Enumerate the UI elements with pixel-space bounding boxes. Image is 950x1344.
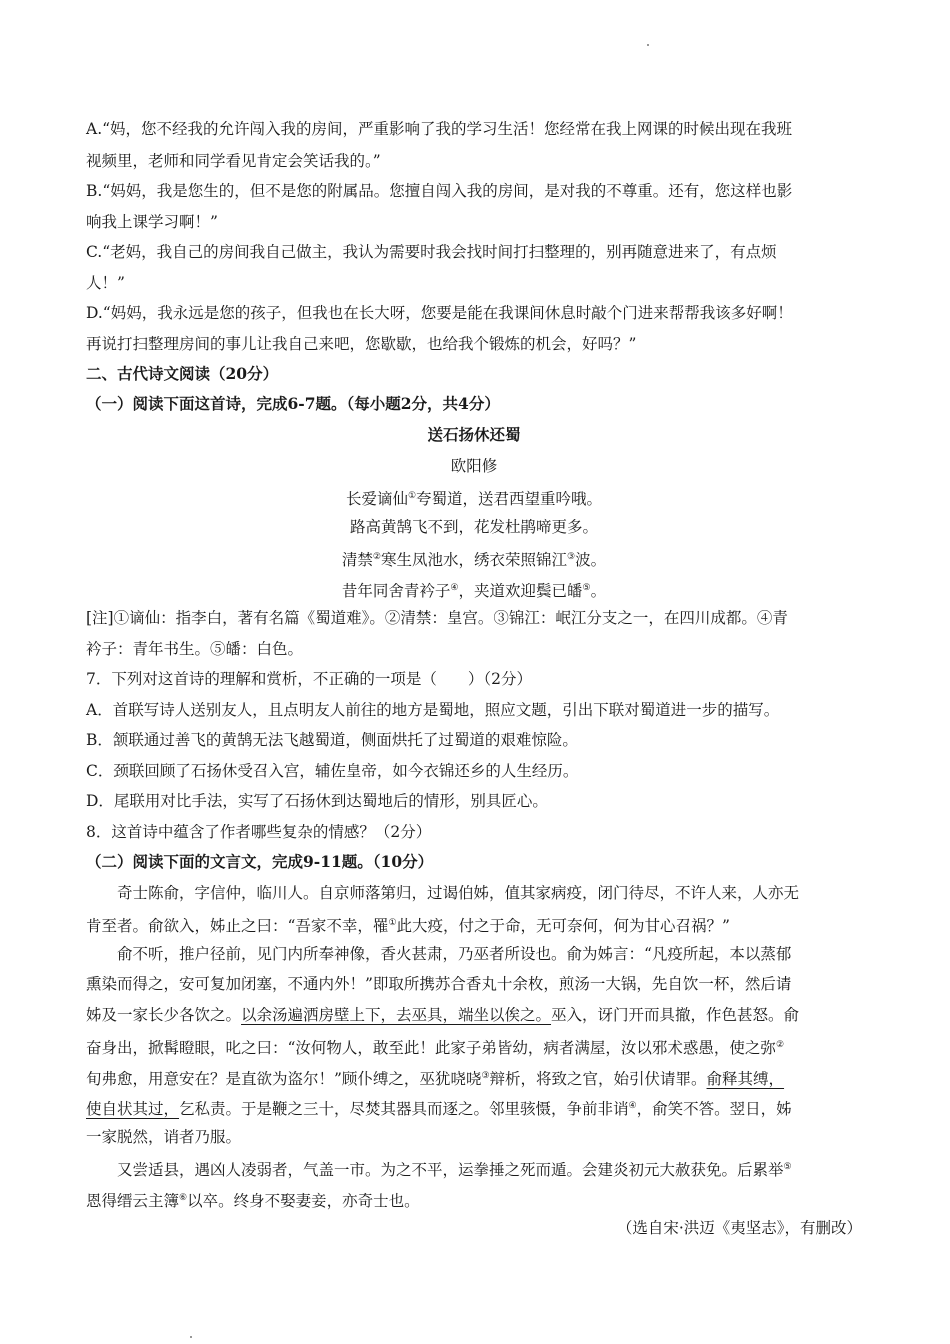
option-a-line1: A.“妈，您不经我的允许闯入我的房间，严重影响了我的学习生活！您经常在我上网课的时候出现在我班 [86, 120, 793, 138]
option-d-line2: 再说打扫整理房间的事儿让我自己来吧，您歇歇，也给我个锻炼的机会，好吗？” [86, 335, 637, 353]
q7-stem: 7．下列对这首诗的理解和赏析，不正确的一项是（ ）（2分） [86, 670, 532, 688]
option-b-line1: B.“妈妈，我是您生的，但不是您的附属品。您擅自闯入我的房间，是对我的不尊重。还有，您这样也影 [86, 182, 793, 200]
poem-title: 送石扬休还蜀 [427, 425, 521, 444]
poem-line-2: 路高黄鹄飞不到，花发杜鹃啼更多。 [349, 518, 598, 536]
part2-heading: （二）阅读下面的文言文，完成9-11题。（10分） [86, 852, 434, 871]
poem-line-3: 清禁②寒生凤池水，绣衣荣照锦江③波。 [341, 551, 607, 569]
poem-line-1: 长爱谪仙①夸蜀道，送君西望重吟哦。 [345, 490, 603, 508]
poem-author: 欧阳修 [450, 457, 498, 475]
passage-p2-line7: 一家脱然，诮者乃服。 [86, 1128, 242, 1146]
q8-stem: 8．这首诗中蕴含了作者哪些复杂的情感？（2分） [86, 823, 432, 841]
passage-p1-line2: 肯至者。俞欲入，姊止之曰：“吾家不幸，罹①此大疫，付之于命，无可奈何，何为甘心召祸？” [86, 917, 730, 935]
note-line1: [注]①谪仙：指李白，著有名篇《蜀道难》。②清禁：皇宫。③锦江：岷江分支之一，在四川成都。④青 [86, 609, 788, 627]
part1-heading: （一）阅读下面这首诗，完成6-7题。（每小题2分，共4分） [86, 394, 500, 413]
option-b-line2: 响我上课学习啊！” [86, 213, 218, 231]
passage-p2-line5: 旬弗愈，用意安在？是直欲为盗尔！”顾仆缚之，巫犹哓哓③辩析，将致之官，始引伏请罪。俞释其缚， [86, 1070, 785, 1088]
q7-option-c: C．颈联回顾了石扬休受召入宫，辅佐皇帝，如今衣锦还乡的人生经历。 [86, 762, 579, 780]
option-a-line2: 视频里，老师和同学看见肯定会笑话我的。” [86, 152, 381, 170]
scan-dot [647, 44, 649, 46]
underlined-sentence-1: 以余汤遍洒房壁上下，去巫具，端坐以俟之。 [241, 1006, 552, 1024]
scan-dot [190, 1336, 192, 1338]
passage-p3-line2: 恩得缙云主簿⑥以卒。终身不娶妻妾，亦奇士也。 [86, 1192, 420, 1210]
poem-line-4: 昔年同舍青衿子④，夹道欢迎鬓已皤⑤。 [341, 582, 607, 600]
option-d-line1: D.“妈妈，我永远是您的孩子，但我也在长大呀，您要是能在我课间休息时敲个门进来帮帮我该多好啊！ [86, 304, 793, 322]
q7-option-b: B．颔联通过善飞的黄鹄无法飞越蜀道，侧面烘托了过蜀道的艰难惊险。 [86, 731, 578, 749]
passage-source: （选自宋·洪迈《夷坚志》，有删改） [616, 1219, 862, 1237]
passage-p3-line1: 又尝适县，遇凶人凌弱者，气盖一市。为之不平，运拳捶之死而遁。会建炎初元大赦获免。后累举⑤ [117, 1161, 792, 1179]
passage-p2-line2: 熏染而得之，安可复加闭塞，不通内外！”即取所携苏合香丸十余枚，煎汤一大锅，先自饮一杯，然后请 [86, 975, 792, 993]
option-c-line1: C.“老妈，我自己的房间我自己做主，我认为需要时我会找时间打扫整理的，别再随意进来了，有点烦 [86, 243, 777, 261]
underlined-sentence-2b: 使自状其过， [86, 1100, 180, 1118]
passage-p2-line4: 奋身出，掀髯瞪眼，叱之曰：“汝何物人，敢至此！此家子弟皆幼，病者满屋，汝以邪术惑愚，使之弥② [86, 1039, 785, 1057]
q7-option-a: A．首联写诗人送别友人，且点明友人前往的地方是蜀地，照应文题，引出下联对蜀道进一步的描写。 [86, 701, 780, 719]
passage-p1-line1: 奇士陈俞，字信仲，临川人。自京师落第归，过谒伯姊，值其家病疫，闭门待尽，不许人来，人亦无 [117, 884, 800, 902]
passage-p2-line1: 俞不听，推户径前，见门内所奉神像，香火甚肃，乃巫者所设也。俞为姊言：“凡疫所起，本以蒸郁 [117, 945, 792, 963]
q7-option-d: D．尾联用对比手法，实写了石扬休到达蜀地后的情形，别具匠心。 [86, 792, 548, 810]
passage-p2-line3: 姊及一家长少各饮之。以余汤遍洒房壁上下，去巫具，端坐以俟之。巫入，讶门开而具撤，作色甚怒。俞 [86, 1006, 800, 1024]
option-c-line2: 人！” [86, 274, 125, 292]
underlined-sentence-2a: 俞释其缚， [706, 1070, 785, 1088]
passage-p2-line6: 使自状其过，乞私责。于是鞭之三十，尽焚其器具而逐之。邻里骇慑，争前非诮④，俞笑不答。翌日，姊 [86, 1100, 792, 1118]
note-line2: 衿子：青年书生。⑤皤：白色。 [86, 640, 304, 658]
section-heading: 二、古代诗文阅读（20分） [86, 364, 279, 383]
